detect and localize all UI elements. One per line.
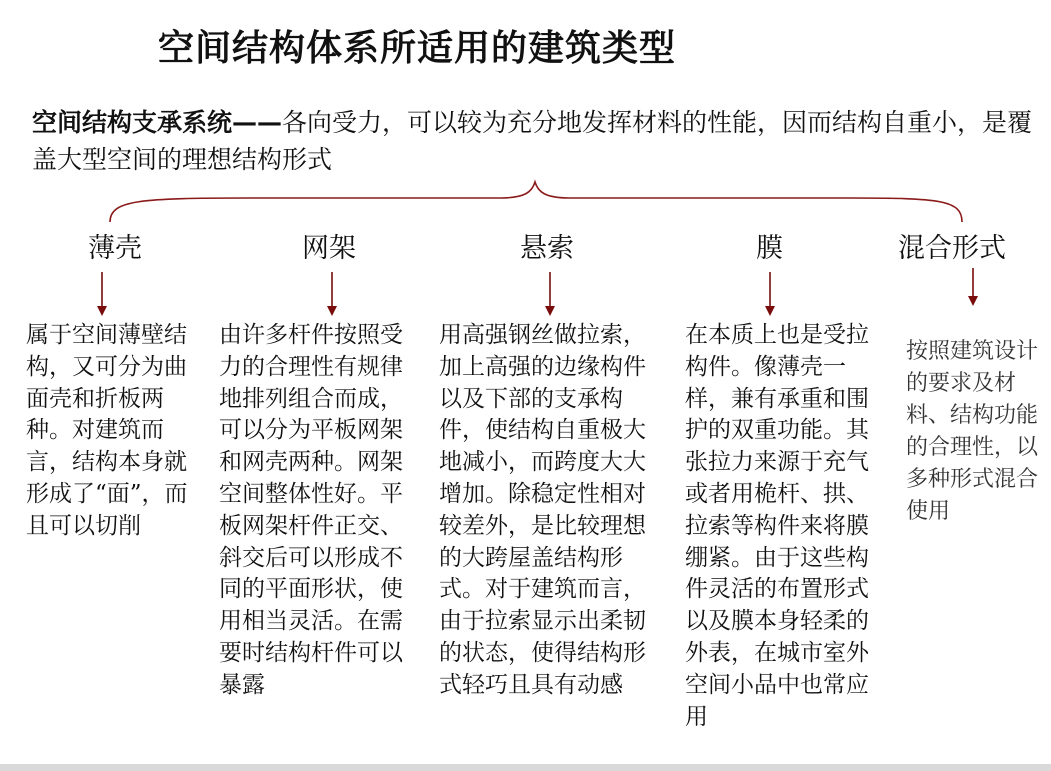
branch-label-hunhe: 混合形式 bbox=[898, 233, 1006, 264]
branch-label-wangjia: 网架 bbox=[302, 233, 356, 264]
arrow-wangjia bbox=[327, 272, 337, 316]
intro-text: 各向受力，可以较为充分地发挥材料的性能，因而结构自重小，是覆盖大型空间的理想结构形式 bbox=[32, 108, 1033, 174]
page-title: 空间结构体系所适用的建筑类型 bbox=[158, 28, 677, 69]
description-xuansuo: 用高强钢丝做拉索，加上高强的边缘构件以及下部的支承构件，使结构自重极大地减小，而跨度大大增加。除稳定性相对较差外，是比较理想的大跨屋盖结构形式。对于建筑而言，由于拉索显示出柔韧的状态，使得结构形式轻巧且具有动感 bbox=[439, 322, 646, 698]
intro-lead: 空间结构支承系统—— bbox=[32, 108, 283, 137]
description-mo: 在本质上也是受拉构件。像薄壳一样，兼有承重和围护的双重功能。其张拉力来源于充气或者用桅杆、拱、拉索等构件来将膜绷紧。由于这些构件灵活的布置形式以及膜本身轻柔的外表，在城市室外空间小品中也常应用 bbox=[685, 322, 869, 730]
curly-brace bbox=[110, 182, 962, 222]
description-bokeo: 属于空间薄壁结构，又可分为曲面壳和折板两种。对建筑而言，结构本身就形成了“面”，而且可以切削 bbox=[26, 322, 188, 539]
description-hunhe: 按照建筑设计的要求及材料、结构功能的合理性，以多种形式混合使用 bbox=[906, 339, 1039, 524]
arrow-mo bbox=[765, 272, 775, 316]
arrow-bokeo bbox=[97, 272, 107, 316]
arrow-hunhe bbox=[968, 268, 978, 306]
arrow-xuansuo bbox=[545, 272, 555, 316]
branch-label-xuansuo: 悬索 bbox=[520, 233, 574, 264]
branch-label-bokeo: 薄壳 bbox=[88, 233, 142, 264]
bottom-scrollbar-strip bbox=[0, 764, 1051, 771]
description-wangjia: 由许多杆件按照受力的合理性有规律地排列组合而成，可以分为平板网架和网壳两种。网架空间整体性好。平板网架杆件正交、斜交后可以形成不同的平面形状，使用相当灵活。在需要时结构杆件可以暴露 bbox=[219, 322, 403, 698]
intro-paragraph bbox=[32, 104, 1042, 178]
branch-label-mo: 膜 bbox=[756, 233, 783, 264]
